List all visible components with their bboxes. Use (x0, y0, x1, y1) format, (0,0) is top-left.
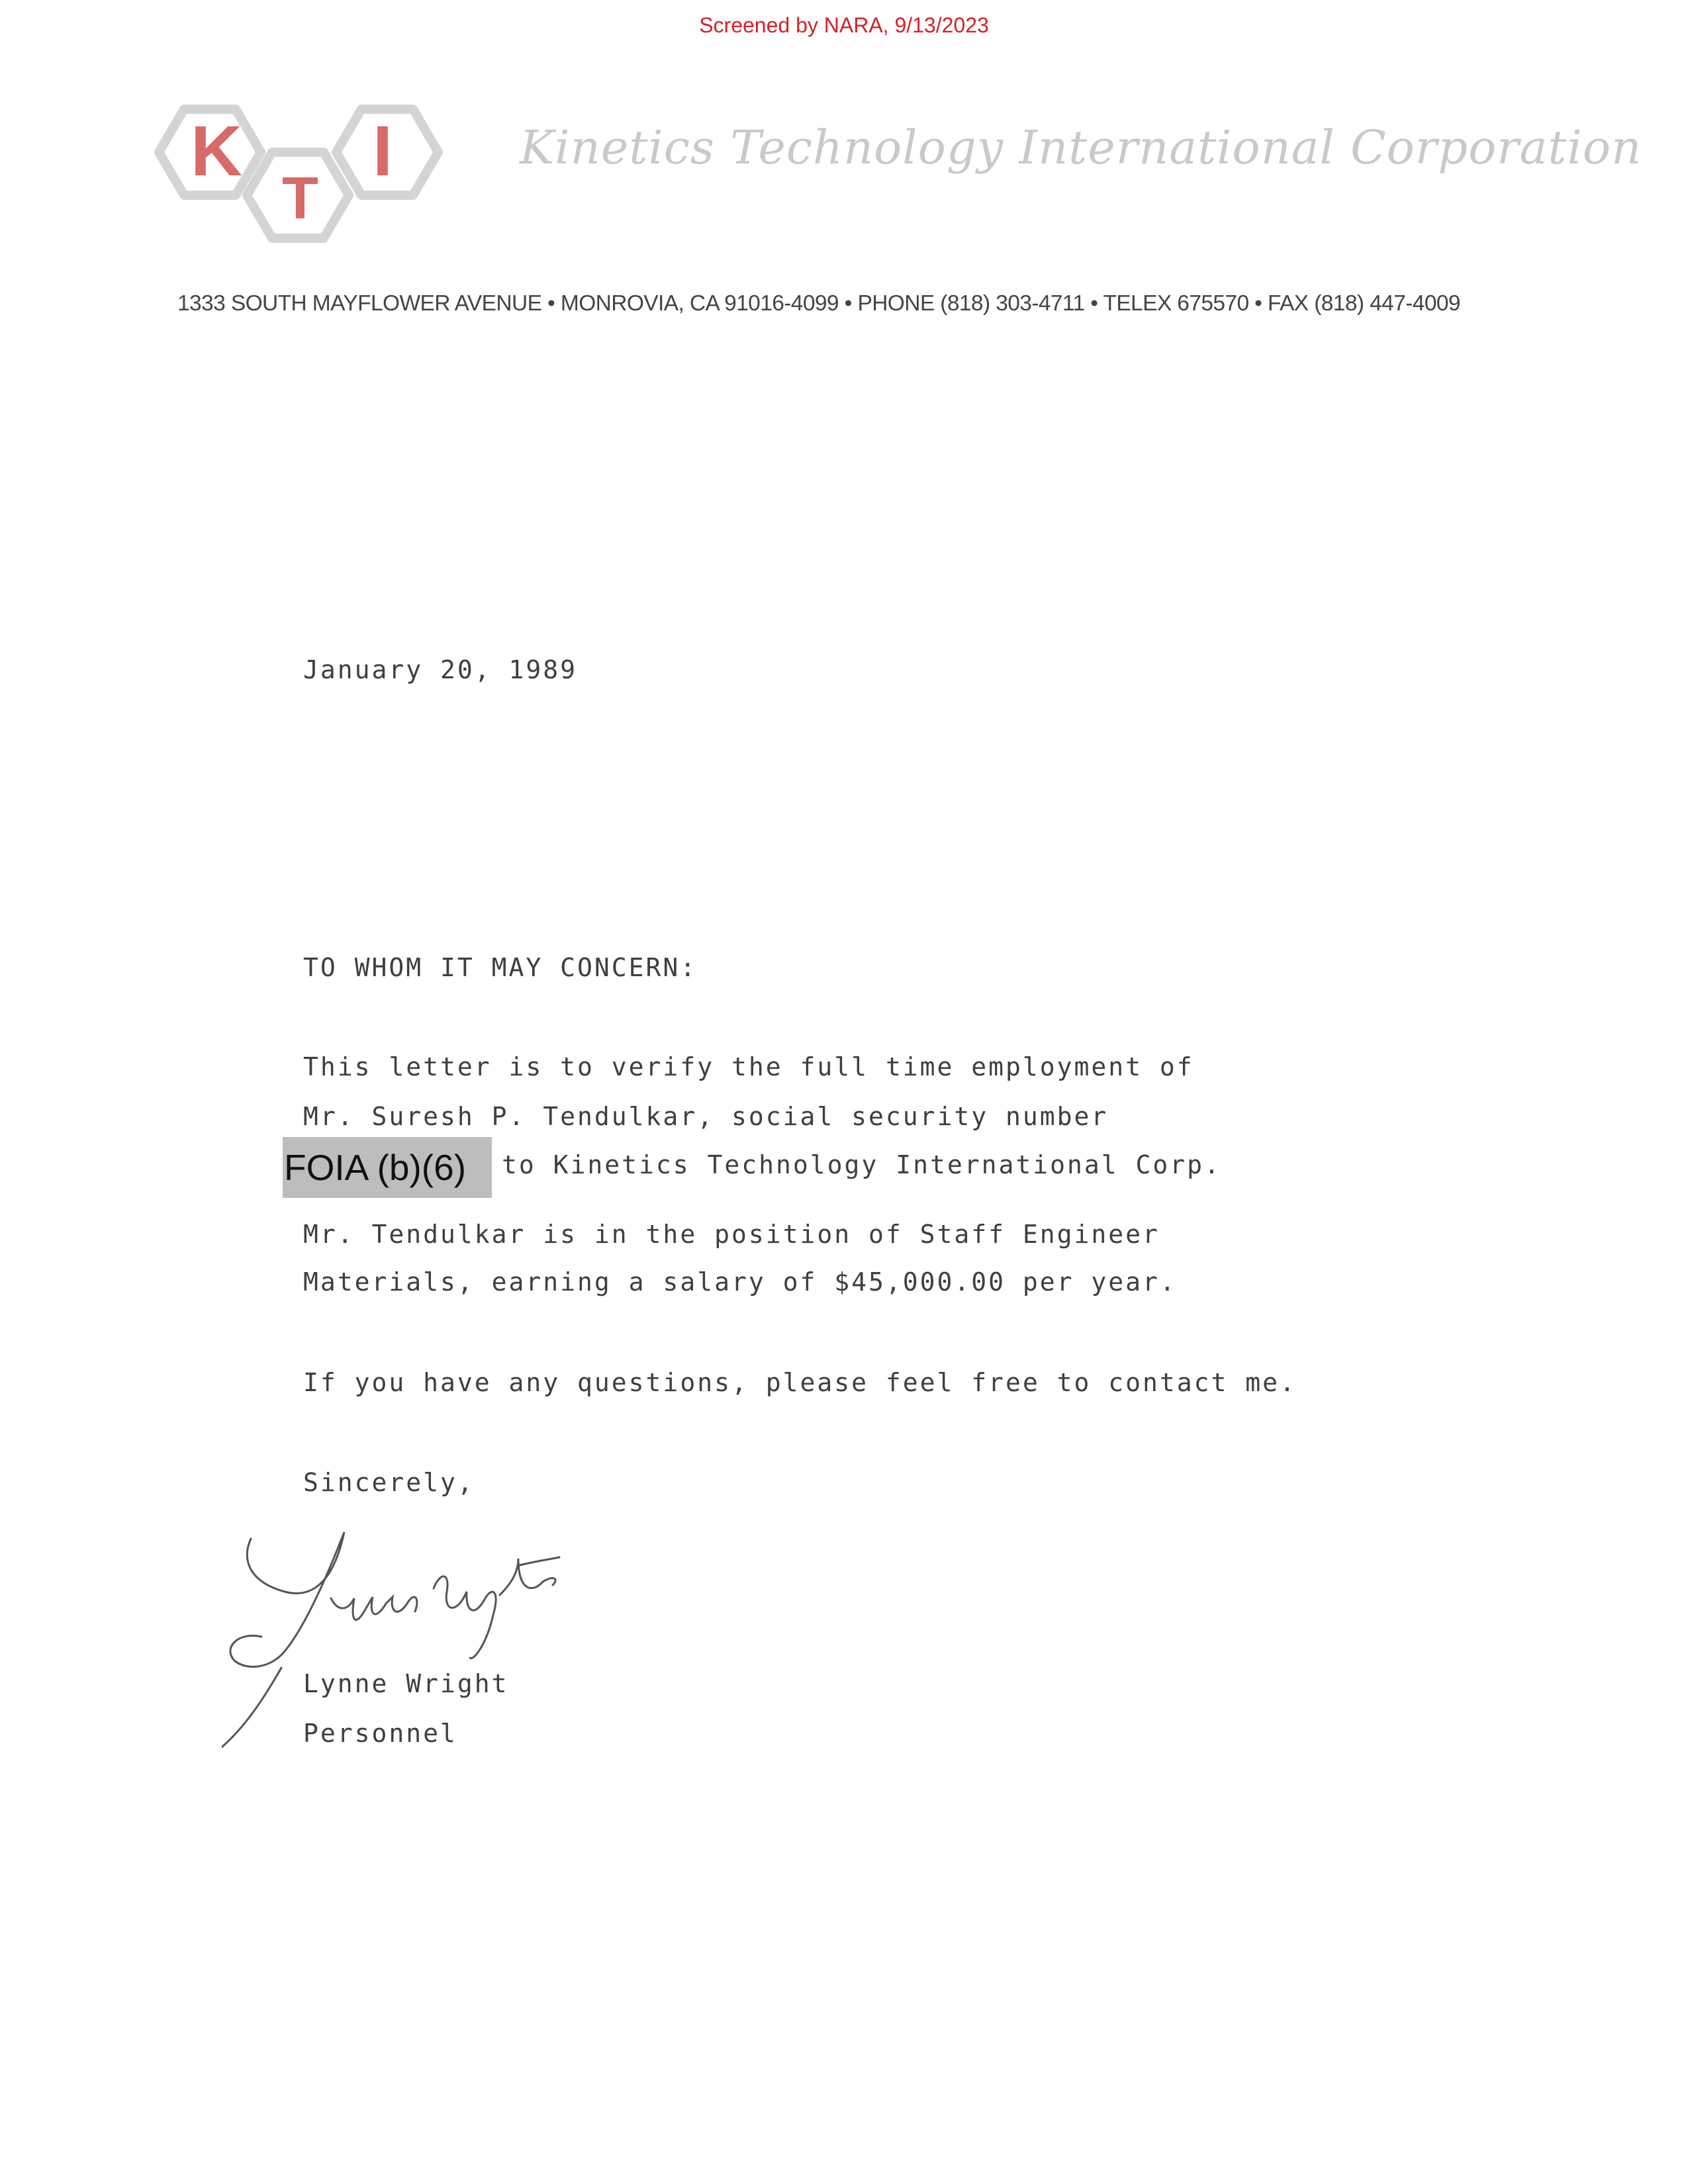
body-line-4: Mr. Tendulkar is in the position of Staff Engineer (303, 1220, 1160, 1249)
logo-letter-i: I (373, 111, 393, 191)
signer-title: Personnel (303, 1719, 457, 1748)
logo-letter-t: T (282, 165, 318, 232)
body-line-5: Materials, earning a salary of $45,000.00 per year. (303, 1267, 1177, 1297)
nara-screening-stamp: Screened by NARA, 9/13/2023 (699, 13, 989, 37)
logo-letter-k: K (191, 111, 242, 191)
body-line-6: If you have any questions, please feel free to contact me. (303, 1368, 1297, 1397)
foia-redaction-box: FOIA (b)(6) (283, 1137, 492, 1198)
signer-name: Lynne Wright (303, 1669, 509, 1698)
letter-date: January 20, 1989 (303, 655, 578, 684)
salutation: TO WHOM IT MAY CONCERN: (303, 953, 698, 982)
body-line-1: This letter is to verify the full time employment of (303, 1052, 1194, 1081)
company-name: Kinetics Technology International Corporation (520, 120, 1642, 175)
body-line-2: Mr. Suresh P. Tendulkar, social security number (303, 1102, 1109, 1131)
company-address: 1333 SOUTH MAYFLOWER AVENUE • MONROVIA, CA 91016-4099 • PHONE (818) 303-4711 • TELEX 675570 • FAX (818) 447-4009 (177, 291, 1460, 316)
body-line-3: to Kinetics Technology International Corp. (502, 1150, 1221, 1179)
closing: Sincerely, (303, 1468, 475, 1497)
kti-logo (144, 86, 469, 261)
